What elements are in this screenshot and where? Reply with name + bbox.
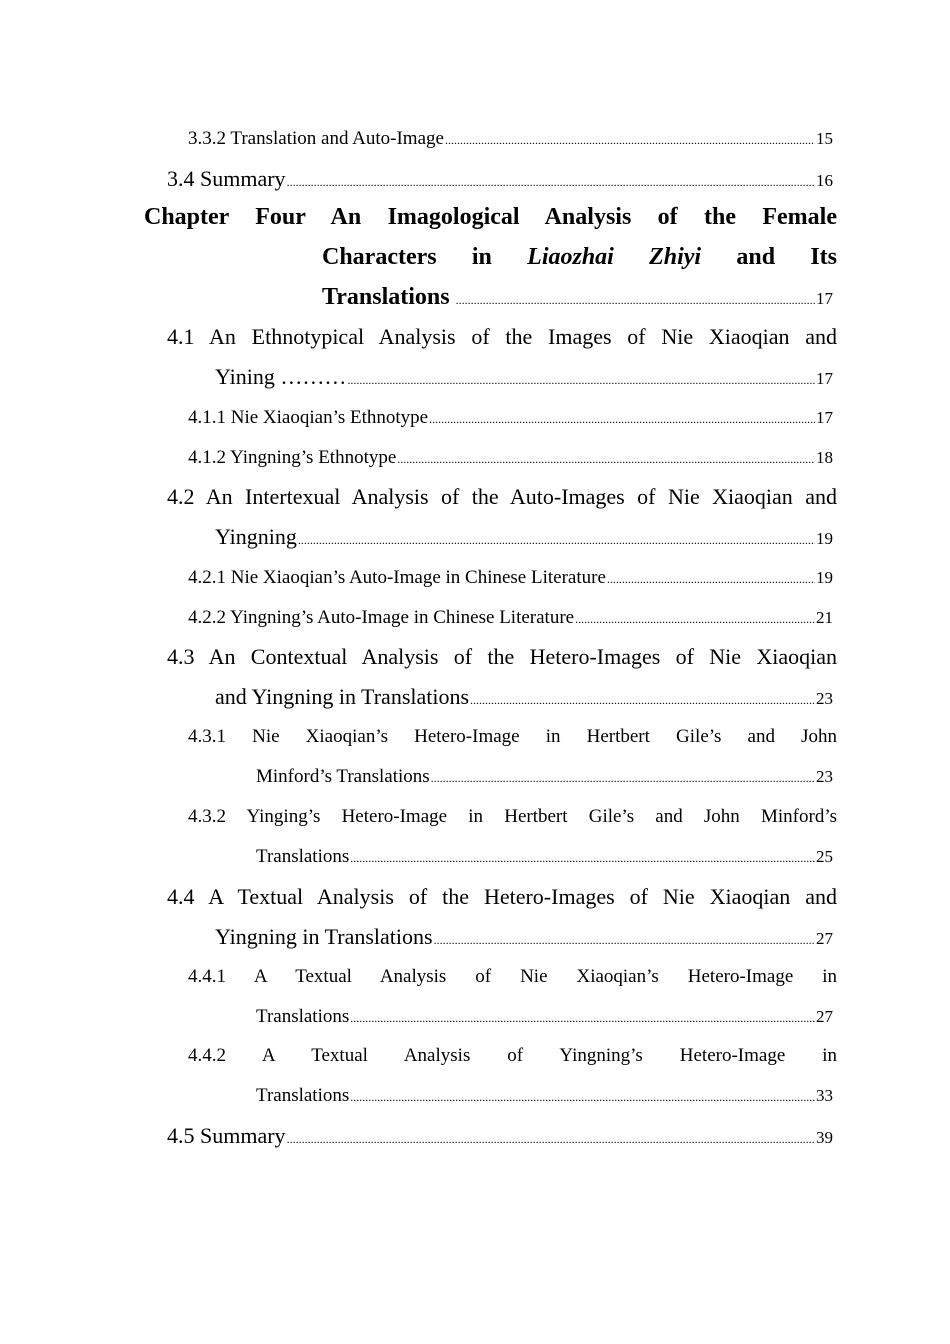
toc-title: 4.2.1 Nie Xiaoqian’s Auto-Image in Chinese Literature	[188, 567, 606, 588]
leader-dots	[287, 1132, 815, 1147]
leader-dots	[397, 452, 815, 467]
toc-title: 4.2.2 Yingning’s Auto-Image in Chinese Literature	[188, 607, 575, 628]
toc-page-number: 21	[816, 608, 833, 627]
leader-dots	[429, 412, 815, 427]
toc-title-line-3: Translations	[322, 284, 450, 310]
toc-page-number: 39	[816, 1128, 833, 1147]
leader-dots	[347, 373, 815, 388]
toc-page-number: 18	[816, 448, 833, 467]
toc-title: 4.1.1 Nie Xiaoqian’s Ethnotype	[188, 407, 429, 428]
toc-title-line-1: 4.1 An Ethnotypical Analysis of the Images of Nie Xiaoqian and	[167, 324, 837, 349]
toc-page-number: 17	[816, 408, 833, 427]
toc-title-line-1: 4.2 An Intertexual Analysis of the Auto-Images of Nie Xiaoqian and	[167, 484, 837, 509]
leader-dots	[607, 572, 815, 587]
toc-title-line-2: Yining ………	[215, 364, 347, 389]
toc-title-line-2: Translations	[256, 1085, 350, 1106]
toc-title-line-1: 4.3 An Contextual Analysis of the Hetero-Images of Nie Xiaoqian	[167, 644, 837, 669]
leader-dots	[445, 133, 815, 148]
toc-title-line-1: 4.4 A Textual Analysis of the Hetero-Images of Nie Xiaoqian and	[167, 884, 837, 909]
toc-page-number: 27	[816, 1007, 833, 1026]
toc-title-line-1: 4.4.1 A Textual Analysis of Nie Xiaoqian’s Hetero-Image in	[188, 966, 837, 987]
toc-page-number: 17	[816, 369, 833, 388]
toc-page-number: 15	[816, 129, 833, 148]
toc-page-number: 23	[816, 767, 833, 786]
toc-title-line-2: Characters in Liaozhai Zhiyi and Its	[322, 244, 837, 270]
toc-page-number: 25	[816, 847, 833, 866]
leader-dots	[350, 851, 815, 866]
toc-title: 4.5 Summary	[167, 1123, 286, 1148]
toc-page-number: 27	[816, 929, 833, 948]
toc-title-line-2: Yingning in Translations	[215, 924, 433, 949]
toc-title: 3.4 Summary	[167, 166, 286, 191]
leader-dots	[470, 693, 815, 708]
toc-title-line-1: 4.3.1 Nie Xiaoqian’s Hetero-Image in Hertbert Gile’s and John	[188, 726, 837, 747]
toc-page-number: 16	[816, 171, 833, 190]
leader-dots	[350, 1011, 815, 1026]
toc-title: 4.1.2 Yingning’s Ethnotype	[188, 447, 397, 468]
leader-dots	[434, 933, 815, 948]
leader-dots	[287, 175, 815, 190]
toc-page-number: 19	[816, 568, 833, 587]
toc-title-line-2: Translations	[256, 1006, 350, 1027]
toc-title-line-1: 4.4.2 A Textual Analysis of Yingning’s Hetero-Image in	[188, 1045, 837, 1066]
leader-dots	[298, 533, 815, 548]
leader-dots	[431, 771, 815, 786]
book-title: Liaozhai Zhiyi	[527, 244, 702, 270]
toc-title: 3.3.2 Translation and Auto-Image	[188, 128, 444, 149]
toc-page-number: 33	[816, 1086, 833, 1105]
toc-title-line-2: Translations	[256, 846, 350, 867]
toc-page-number: 23	[816, 689, 833, 708]
leader-dots	[350, 1090, 815, 1105]
leader-dots	[456, 293, 815, 308]
toc-title-line-2: Yingning	[215, 524, 297, 549]
toc-title-line-2: and Yingning in Translations	[215, 684, 470, 709]
leader-dots	[575, 612, 815, 627]
toc-title-line-2: Minford’s Translations	[256, 766, 430, 787]
toc-title-line-1: Chapter Four An Imagological Analysis of the Female	[144, 204, 837, 230]
toc-page-number: 19	[816, 529, 833, 548]
toc-title-line-1: 4.3.2 Yinging’s Hetero-Image in Hertbert Gile’s and John Minford’s	[188, 806, 837, 827]
toc-page-number: 17	[816, 289, 833, 308]
